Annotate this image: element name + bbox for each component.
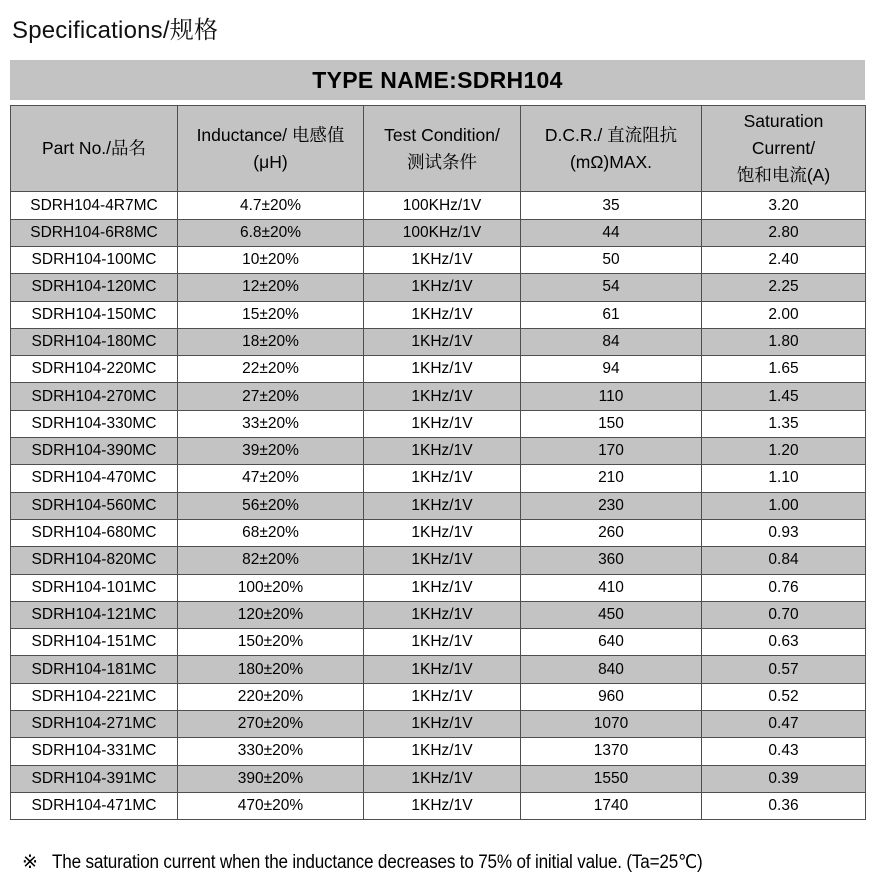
cell-saturation-current: 1.00 xyxy=(702,492,866,519)
column-header-test-condition: Test Condition/ 测试条件 xyxy=(364,106,521,192)
cell-inductance: 6.8±20% xyxy=(178,219,364,246)
table-row xyxy=(11,328,866,355)
cell-dcr: 44 xyxy=(521,219,702,246)
cell-dcr: 84 xyxy=(521,328,702,355)
cell-saturation-current: 1.10 xyxy=(702,465,866,492)
cell-dcr: 210 xyxy=(521,465,702,492)
cell-dcr: 94 xyxy=(521,356,702,383)
table-row xyxy=(11,656,866,683)
table-row xyxy=(11,547,866,574)
cell-dcr: 1740 xyxy=(521,792,702,819)
cell-saturation-current: 1.20 xyxy=(702,438,866,465)
cell-dcr: 260 xyxy=(521,519,702,546)
cell-inductance: 150±20% xyxy=(178,629,364,656)
cell-saturation-current: 0.43 xyxy=(702,738,866,765)
cell-test-condition: 1KHz/1V xyxy=(364,274,521,301)
cell-part-no: SDRH104-221MC xyxy=(11,683,178,710)
cell-dcr: 54 xyxy=(521,274,702,301)
cell-saturation-current: 0.57 xyxy=(702,656,866,683)
table-row xyxy=(11,601,866,628)
cell-part-no: SDRH104-120MC xyxy=(11,274,178,301)
table-row xyxy=(11,410,866,437)
cell-part-no: SDRH104-271MC xyxy=(11,711,178,738)
cell-part-no: SDRH104-220MC xyxy=(11,356,178,383)
page-title: Specifications/规格 xyxy=(12,17,219,44)
cell-test-condition: 1KHz/1V xyxy=(364,711,521,738)
cell-part-no: SDRH104-4R7MC xyxy=(11,192,178,219)
cell-test-condition: 1KHz/1V xyxy=(364,519,521,546)
cell-inductance: 180±20% xyxy=(178,656,364,683)
cell-saturation-current: 1.45 xyxy=(702,383,866,410)
cell-dcr: 35 xyxy=(521,192,702,219)
cell-inductance: 18±20% xyxy=(178,328,364,355)
cell-saturation-current: 1.35 xyxy=(702,410,866,437)
cell-test-condition: 1KHz/1V xyxy=(364,629,521,656)
table-row xyxy=(11,629,866,656)
cell-saturation-current: 0.84 xyxy=(702,547,866,574)
cell-part-no: SDRH104-121MC xyxy=(11,601,178,628)
table-row xyxy=(11,574,866,601)
cell-dcr: 360 xyxy=(521,547,702,574)
cell-test-condition: 1KHz/1V xyxy=(364,383,521,410)
cell-saturation-current: 3.20 xyxy=(702,192,866,219)
cell-part-no: SDRH104-470MC xyxy=(11,465,178,492)
cell-dcr: 50 xyxy=(521,246,702,273)
cell-inductance: 33±20% xyxy=(178,410,364,437)
cell-part-no: SDRH104-151MC xyxy=(11,629,178,656)
table-row xyxy=(11,519,866,546)
cell-inductance: 330±20% xyxy=(178,738,364,765)
reference-mark-icon: ※ xyxy=(22,852,38,874)
cell-part-no: SDRH104-6R8MC xyxy=(11,219,178,246)
cell-saturation-current: 0.76 xyxy=(702,574,866,601)
cell-test-condition: 1KHz/1V xyxy=(364,356,521,383)
cell-test-condition: 1KHz/1V xyxy=(364,601,521,628)
cell-inductance: 56±20% xyxy=(178,492,364,519)
table-row xyxy=(11,711,866,738)
cell-inductance: 12±20% xyxy=(178,274,364,301)
cell-dcr: 840 xyxy=(521,656,702,683)
cell-test-condition: 1KHz/1V xyxy=(364,683,521,710)
cell-saturation-current: 1.80 xyxy=(702,328,866,355)
cell-part-no: SDRH104-330MC xyxy=(11,410,178,437)
cell-dcr: 230 xyxy=(521,492,702,519)
cell-part-no: SDRH104-101MC xyxy=(11,574,178,601)
cell-inductance: 10±20% xyxy=(178,246,364,273)
cell-inductance: 4.7±20% xyxy=(178,192,364,219)
cell-saturation-current: 2.80 xyxy=(702,219,866,246)
cell-part-no: SDRH104-100MC xyxy=(11,246,178,273)
cell-inductance: 22±20% xyxy=(178,356,364,383)
cell-part-no: SDRH104-181MC xyxy=(11,656,178,683)
type-name-banner: TYPE NAME:SDRH104 xyxy=(10,60,865,100)
cell-saturation-current: 0.36 xyxy=(702,792,866,819)
spec-table-body xyxy=(11,192,866,820)
cell-inductance: 39±20% xyxy=(178,438,364,465)
cell-dcr: 1370 xyxy=(521,738,702,765)
table-row xyxy=(11,492,866,519)
spec-table-head xyxy=(11,106,866,192)
cell-part-no: SDRH104-560MC xyxy=(11,492,178,519)
table-row xyxy=(11,438,866,465)
table-row xyxy=(11,465,866,492)
cell-inductance: 47±20% xyxy=(178,465,364,492)
cell-test-condition: 1KHz/1V xyxy=(364,738,521,765)
cell-part-no: SDRH104-390MC xyxy=(11,438,178,465)
cell-inductance: 220±20% xyxy=(178,683,364,710)
cell-dcr: 960 xyxy=(521,683,702,710)
cell-test-condition: 100KHz/1V xyxy=(364,192,521,219)
cell-inductance: 27±20% xyxy=(178,383,364,410)
cell-dcr: 1550 xyxy=(521,765,702,792)
cell-dcr: 110 xyxy=(521,383,702,410)
table-row xyxy=(11,192,866,219)
cell-dcr: 450 xyxy=(521,601,702,628)
cell-test-condition: 1KHz/1V xyxy=(364,547,521,574)
footnote xyxy=(22,851,865,874)
cell-saturation-current: 2.25 xyxy=(702,274,866,301)
cell-inductance: 68±20% xyxy=(178,519,364,546)
cell-inductance: 100±20% xyxy=(178,574,364,601)
cell-dcr: 150 xyxy=(521,410,702,437)
cell-part-no: SDRH104-820MC xyxy=(11,547,178,574)
cell-saturation-current: 0.63 xyxy=(702,629,866,656)
cell-inductance: 270±20% xyxy=(178,711,364,738)
cell-part-no: SDRH104-150MC xyxy=(11,301,178,328)
table-row xyxy=(11,356,866,383)
column-header-inductance: Inductance/ 电感值 (μH) xyxy=(178,106,364,192)
cell-dcr: 640 xyxy=(521,629,702,656)
column-header-row xyxy=(11,106,866,192)
cell-test-condition: 1KHz/1V xyxy=(364,656,521,683)
cell-test-condition: 1KHz/1V xyxy=(364,410,521,437)
cell-saturation-current: 0.70 xyxy=(702,601,866,628)
cell-saturation-current: 2.00 xyxy=(702,301,866,328)
cell-part-no: SDRH104-391MC xyxy=(11,765,178,792)
cell-test-condition: 1KHz/1V xyxy=(364,328,521,355)
spec-table xyxy=(10,105,866,820)
cell-inductance: 120±20% xyxy=(178,601,364,628)
table-row xyxy=(11,301,866,328)
cell-test-condition: 1KHz/1V xyxy=(364,492,521,519)
cell-test-condition: 100KHz/1V xyxy=(364,219,521,246)
cell-part-no: SDRH104-471MC xyxy=(11,792,178,819)
cell-test-condition: 1KHz/1V xyxy=(364,301,521,328)
table-row xyxy=(11,383,866,410)
cell-inductance: 82±20% xyxy=(178,547,364,574)
cell-inductance: 390±20% xyxy=(178,765,364,792)
cell-inductance: 470±20% xyxy=(178,792,364,819)
cell-part-no: SDRH104-331MC xyxy=(11,738,178,765)
cell-test-condition: 1KHz/1V xyxy=(364,246,521,273)
table-row xyxy=(11,246,866,273)
footnote-text: The saturation current when the inductance decreases to 75% of initial value. (Ta=25℃) xyxy=(51,852,703,874)
cell-part-no: SDRH104-270MC xyxy=(11,383,178,410)
cell-saturation-current: 2.40 xyxy=(702,246,866,273)
column-header-dcr: D.C.R./ 直流阻抗 (mΩ)MAX. xyxy=(521,106,702,192)
cell-saturation-current: 0.39 xyxy=(702,765,866,792)
cell-test-condition: 1KHz/1V xyxy=(364,792,521,819)
table-row xyxy=(11,683,866,710)
cell-dcr: 61 xyxy=(521,301,702,328)
table-row xyxy=(11,219,866,246)
table-row xyxy=(11,274,866,301)
cell-dcr: 1070 xyxy=(521,711,702,738)
cell-saturation-current: 1.65 xyxy=(702,356,866,383)
cell-dcr: 170 xyxy=(521,438,702,465)
table-row xyxy=(11,765,866,792)
cell-saturation-current: 0.93 xyxy=(702,519,866,546)
cell-saturation-current: 0.52 xyxy=(702,683,866,710)
cell-test-condition: 1KHz/1V xyxy=(364,765,521,792)
cell-saturation-current: 0.47 xyxy=(702,711,866,738)
table-row xyxy=(11,738,866,765)
cell-part-no: SDRH104-680MC xyxy=(11,519,178,546)
cell-test-condition: 1KHz/1V xyxy=(364,465,521,492)
column-header-part-no: Part No./品名 xyxy=(11,106,178,192)
cell-test-condition: 1KHz/1V xyxy=(364,438,521,465)
cell-inductance: 15±20% xyxy=(178,301,364,328)
table-row xyxy=(11,792,866,819)
cell-test-condition: 1KHz/1V xyxy=(364,574,521,601)
cell-dcr: 410 xyxy=(521,574,702,601)
cell-part-no: SDRH104-180MC xyxy=(11,328,178,355)
column-header-saturation-current: Saturation Current/ 饱和电流(A) xyxy=(702,106,866,192)
